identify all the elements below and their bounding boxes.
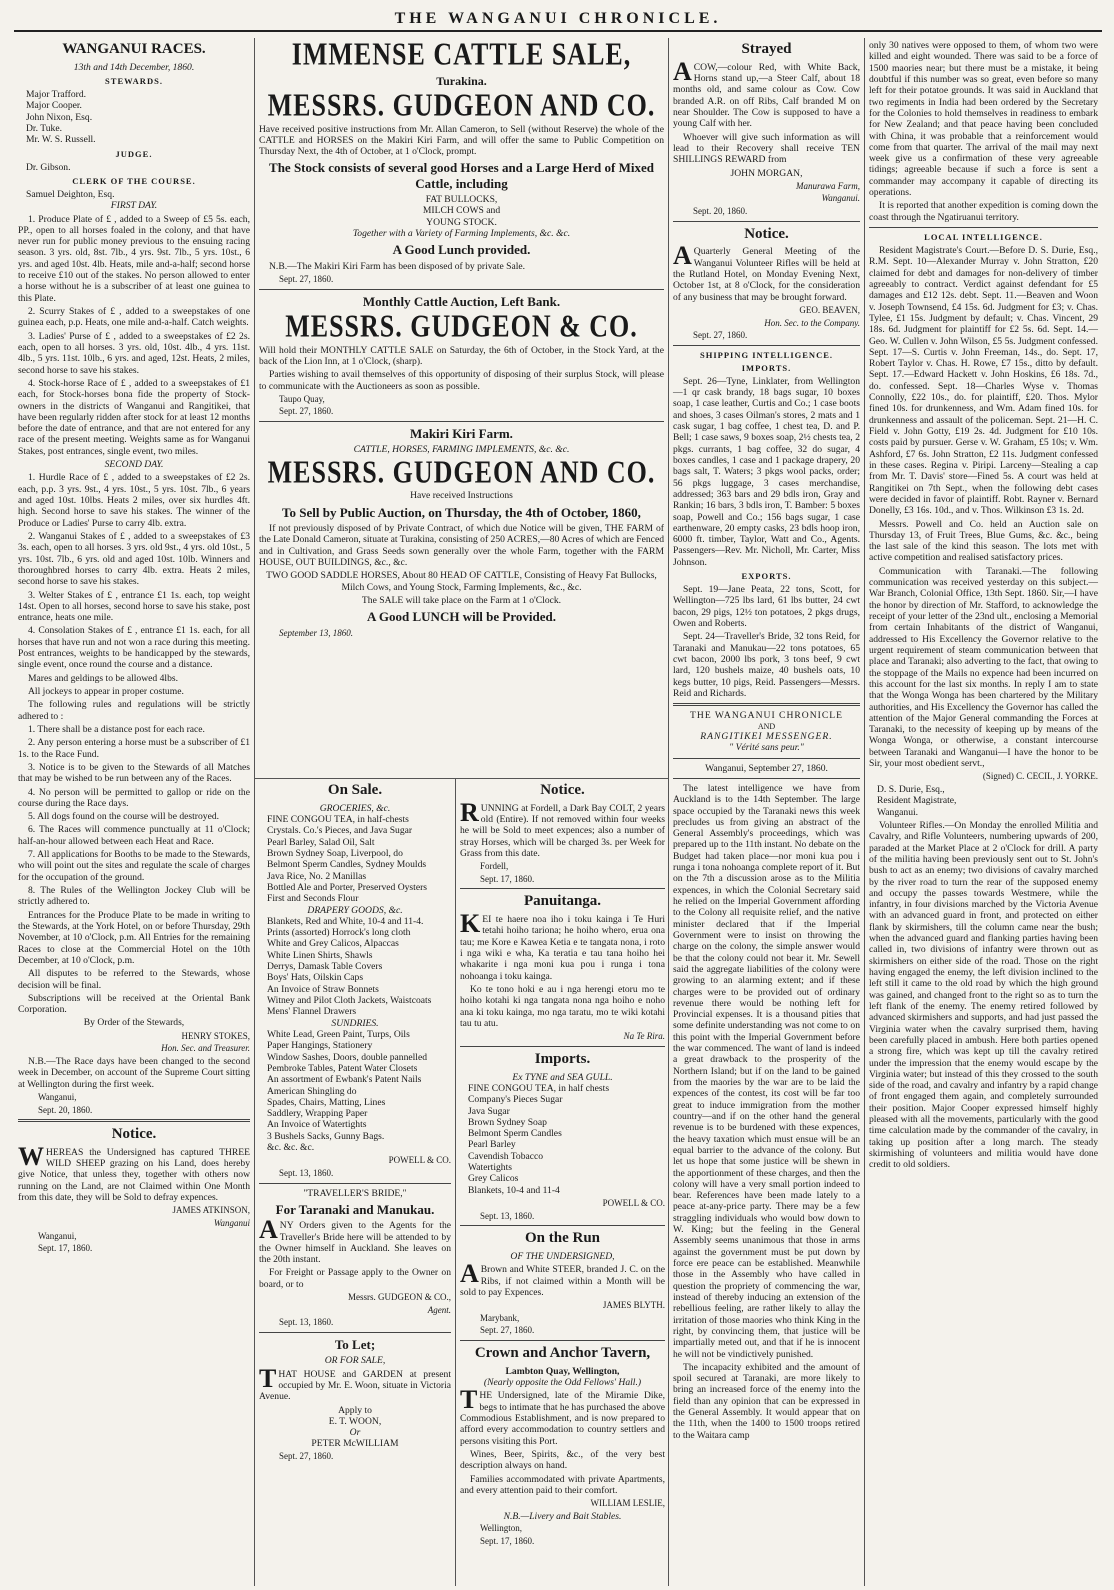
list-item: Java Rice, No. 2 Manillas	[267, 870, 367, 882]
exports-body: Sept. 24—Traveller's Bride, 32 tons Reid, for Taranaki and Manukau—22 tons potatoes, 65 cwt bacon, 2000 lbs pork, 3 tons beef, 9 cwt lard, 120 bushels maize, 40 bushels oats, 10 kegs butter, 10 pigs, Reid. Passengers—Messrs. Reid and Richards.	[673, 631, 860, 699]
run-body: ABrown and White STEER, branded J. C. on the Ribs, if not claimed within a Month will be sold to pay Expences.	[460, 1259, 665, 1298]
rule: 1. There shall be a distance post for each race.	[28, 723, 205, 735]
date: Sept. 20, 1860.	[693, 206, 748, 217]
cattle-sale-place: Turakina.	[436, 73, 487, 88]
taranaki-communication: Communication with Taranaki.—The following communication was received yesterday on this subject.—War Branch, Colonial Office, 13th Sept. 1860. Sir,—I have the honor by direction of Mr. Stafford, to acknowledge the receipt of your letter of the 23nd ult., enclosing a Memorial from certain Inhabitants of the district of Wanganui, addressed to His Excellency the Governor relative to the urgent requirement of steam communication between that place and Taranaki; also adverting to the fact, that owing to the stoppage of the Mails no expence had been incurred on this account for the last six months. In reply I am to state that the Wonga Wonga has been chartered by the Military authorities, and His Excellency the Governor has called the attention of the Major General commanding the Forces at Taranaki, to the necessity of keeping up by means of the Wonga Wonga, or otherwise, a constant intercourse between Taranaki and Wanganui—I have the honor to be Sir, your most obedient servt.,	[869, 565, 1098, 770]
by-order: By Order of the Stewards,	[83, 1017, 185, 1029]
notice-heading: Notice.	[111, 1126, 157, 1143]
list-item: Mens' Flannel Drawers	[267, 1006, 357, 1018]
lunch-heading: A Good LUNCH will be Provided.	[366, 609, 556, 625]
drapery-heading: DRAPERY GOODS, &c.	[307, 904, 403, 916]
rule: 2. Any person entering a horse must be a subscriber of £1 1s. to the Race Fund.	[18, 737, 250, 760]
list-item: Derrys, Damask Table Covers	[267, 961, 383, 973]
date: Sept. 17, 1860.	[480, 873, 535, 884]
list-item: An assortment of Ewbank's Patent Nails	[267, 1074, 422, 1086]
farm-body: If not previously disposed of by Private Contract, of which due Notice will be given, THE FARM of the Late Donald Cameron, situate at Turakina, consisting of 250 ACRES,—80 Acres of which are Fenced and in Cultivation, and Grass Seeds sown generally over the whole Farm, together with the FARM HOUSE, OUT BUILDINGS, &c., &c.	[259, 523, 664, 568]
stock-item: MILCH COWS and	[422, 205, 501, 217]
tavern-heading: Crown and Anchor Tavern,	[474, 1345, 651, 1361]
disputes-note: All disputes to be referred to the Stewards, whose decision will be final.	[18, 968, 250, 991]
list-item: First and Seconds Flour	[267, 893, 359, 905]
rule: 7. All applications for Booths to be made to the Stewards, who will point out the sites and regulate the scale of charges for the occupation of the ground.	[18, 849, 250, 883]
tavern-body-3: Families accommodated with private Apartments, and every attention paid to their comfort.	[460, 1473, 665, 1496]
stock-item: FAT BULLOCKS,	[425, 194, 498, 206]
shipping-heading: SHIPPING INTELLIGENCE.	[700, 349, 833, 360]
list-item: Bottled Ale and Porter, Preserved Oysters	[267, 881, 428, 893]
clerk-name: Samuel Deighton, Esq.	[26, 188, 115, 200]
masthead: THE WANGANUI CHRONICLE.	[14, 10, 1102, 32]
signature: E. T. WOON,	[328, 1415, 382, 1427]
addressee-place: Wanganui.	[877, 806, 919, 818]
signature-title: Agent.	[427, 1304, 451, 1315]
date: Sept. 27, 1860.	[279, 1450, 334, 1461]
second-day-heading: SECOND DAY.	[104, 459, 164, 471]
onsale-heading: On Sale.	[327, 782, 383, 798]
to-let-heading: To Let;	[334, 1336, 376, 1352]
date: Sept. 27, 1860.	[279, 273, 334, 284]
place: Wanganui,	[38, 1091, 77, 1102]
date: Sept. 13, 1860.	[279, 1167, 334, 1178]
place: Fordell,	[480, 861, 509, 872]
for-sale-heading: OR FOR SALE,	[324, 1355, 386, 1367]
jockeys-note: All jockeys to appear in proper costume.	[28, 686, 184, 698]
lunch-heading: A Good Lunch provided.	[392, 242, 531, 258]
notice-heading: Notice.	[540, 782, 585, 798]
date: Sept. 27, 1860.	[279, 406, 334, 417]
judge-name: Dr. Gibson.	[26, 161, 71, 173]
tavern-nb: N.B.—Livery and Bait Stables.	[503, 1510, 622, 1522]
imports-body: Sept. 26—Tyne, Linklater, from Wellington—1 qr cask brandy, 18 bags sugar, 10 boxes soap, 1 case leather, Curtis and Co.; 1 case boots and shoes, 3 cases Oilman's stores, 2 mats and 1 cask sugar, 1 bag coffee, 1 chest tea, D. and P. Bell; 1 case saws, 9 boxes soap, 2½ chests tea, 2 pkgs. currants, 1 bag coffee, 32 do sugar, 4 boxes candles, 1 case and 1 package drapery, 20 bags salt, T. Waters; 3 pkgs wool packs, order; 56 pkgs luggage, 3 cases merchandise, addressed; 363 bars and 29 bdls iron, Gray and Rankin; 16 bars, 3 bdls iron, T. Bamber: 5 boxes soap, Powell and Co.; 156 bags sugar, 1 case earthenware, 20 empty casks, 23 bdls hoop iron, 6000 ft. timber, Taylor, Watt and Co., Agents. Passengers—Rev. Mr. Nicholl, Mr. Carter, Miss Johnson.	[673, 375, 860, 568]
rule: 3. Notice is to be given to the Stewards of all Matches that may be wished to be run between any of the Races.	[18, 761, 250, 785]
groceries-heading: GROCERIES, &c.	[319, 802, 391, 814]
farm-stock: TWO GOOD SADDLE HORSES, About 80 HEAD OF CATTLE, Consisting of Heavy Fat Bullocks, Milch Cows, and Young Stock, Farming Implements, &c., &c.	[266, 570, 657, 593]
sundries-heading: SUNDRIES.	[331, 1017, 379, 1029]
place: Wellington,	[480, 1523, 523, 1534]
paper-title-2: RANGITIKEI MESSENGER.	[700, 730, 833, 742]
drapery-list	[259, 916, 451, 1018]
list-item: American Shingling do	[267, 1085, 357, 1097]
column-auctions	[254, 38, 668, 1586]
ship-name: "TRAVELLER'S BRIDE,"	[303, 1187, 407, 1199]
list-item: White and Grey Calicos, Alpaccas	[267, 938, 399, 950]
together-note: Together with a Variety of Farming Implements, &c. &c.	[352, 228, 571, 240]
steward: John Nixon, Esq.	[26, 111, 93, 123]
list-item: Watertights	[468, 1162, 512, 1174]
column-onsale	[255, 779, 455, 1586]
list-item: Pembroke Tables, Patent Water Closets	[267, 1062, 418, 1074]
instructions-note: Have received Instructions	[410, 490, 513, 502]
cattle-sale-body: Have received positive instructions from Mr. Allan Cameron, to Sell (without Reserve) the whole of the CATTLE and HORSES on the Makiri Kiri Farm, and will offer the same to Public Competition on Thursday Next, the 4th of October, at 1 o'Clock, prompt.	[259, 123, 664, 158]
signature-place: Manurawa Farm,	[795, 180, 860, 191]
date: September 13, 1860.	[279, 627, 353, 638]
run-subheading: OF THE UNDERSIGNED,	[510, 1250, 615, 1262]
stewards-heading: STEWARDS.	[105, 76, 163, 86]
strayed-heading: Strayed	[741, 41, 792, 57]
signature: Messrs. GUDGEON & CO.,	[348, 1292, 451, 1303]
place: Marybank,	[480, 1312, 520, 1323]
date: Sept. 13, 1860.	[480, 1210, 535, 1221]
rule: 8. The Rules of the Wellington Jockey Club will be strictly adhered to.	[18, 885, 250, 908]
signature: JAMES ATKINSON,	[172, 1205, 250, 1216]
exports-body: Sept. 19—Jane Peata, 22 tons, Scott, for Wellington—725 lbs lard, 61 lbs butter, 24 cwt bacon, 29 pigs, 12½ ton potatoes, 2 pkgs drugs, Owen and Roberts.	[673, 584, 860, 630]
volunteer-report: Volunteer Rifles.—On Monday the enrolled Militia and Cavalry, and Rifle Volunteers, numbering upwards of 200, paraded at the Market Place at 2 o'Clock for drill. A party of the militia having been previously sent out to St. John's bush to act as an enemy; two divisions of cavalry marched by the river road to turn the rear of the supposed enemy and occupy the passes towards Westmere, while the infantry, in four divisions marched by the Victoria Avenue with an advanced guard in front, and protected on either flank by skirmishers, till the column came near the bush; when the advanced guard and flanking parties having been called in, two divisions of infantry were thrown out as skirmishers on either side of the road. Those on the right having engaged the enemy, the left division inclined to the left still it came to the old road by which the high ground was gained, and changed front to the right so as to turn the left flank of the enemy. The enemy retired followed by advanced skirmishers and supports, and had just passed the Virginia water when the cavalry surprised them, having been carefully placed in ambush. Here both parties opened a strong fire, which was kept up till the cavalry retired under the impression that the enemy would escape by the Virginia water; but instead of this they crossed to the south side of the road, and cavalry and infantry by a rapid change of front engaged them again, and completely surrounded their position. Major Cooper expressed himself highly pleased with all the movements, particularly with the good time calculation made by the commander of the cavalry, in taking up position after a long march. The steady skirmishing of volunteers and militia would have done credit to old soldiers.	[869, 819, 1098, 1171]
monthly-auction-title: Monthly Cattle Auction, Left Bank.	[362, 293, 561, 309]
races-dates: 13th and 14th December, 1860.	[73, 61, 195, 73]
farm-subtitle: CATTLE, HORSES, FARMING IMPLEMENTS, &c. &c.	[353, 444, 570, 456]
paper-date: Wanganui, September 27, 1860.	[705, 762, 828, 774]
race-entry: 4. Consolation Stakes of £ , entrance £1 1s. each, for all horses that have run and not won a race during this meeting. Post entrances, weights to be handicapped by the stewards, single event, once round the course and a distance.	[18, 625, 250, 671]
list-item: Belmont Sperm Candles, Sydney Moulds	[267, 859, 427, 871]
tavern-body: THE Undersigned, late of the Miramie Dike, begs to intimate that he has purchased the above Commodious Establishment, and is now prepared to afford every accommodation to country settlers and persons visiting this Port.	[460, 1385, 665, 1447]
stewards-list	[18, 89, 250, 146]
list-item: Boys' Hats, Oilskin Caps	[267, 972, 364, 984]
monthly-auction-body: Will hold their MONTHLY CATTLE SALE on Saturday, the 6th of October, in the Stock Yard, at the back of the Lion Inn, at 1 o'Clock, (sharp).	[259, 344, 664, 367]
signature-title: Hon. Sec. to the Company.	[764, 317, 860, 328]
list-item: White Lead, Green Paint, Turps, Oils	[267, 1028, 410, 1040]
sale-note: The SALE will take place on the Farm at 1 o'Clock.	[361, 594, 562, 606]
list-item: Company's Pieces Sugar	[468, 1094, 563, 1106]
judge-heading: JUDGE.	[115, 148, 153, 159]
date: Sept. 27, 1860.	[693, 330, 748, 341]
steward: Major Cooper.	[26, 100, 82, 112]
strayed-reward: Whoever will give such information as will lead to their Recovery shall receive TEN SHILLINGS REWARD from	[673, 131, 860, 166]
nb-note: N.B.—The Race days have been changed to the second week in December, on account of the Supreme Court sitting at Wellington during the first week.	[18, 1056, 250, 1090]
list-item: An Invoice of Straw Bonnets	[267, 983, 379, 995]
exports-heading: EXPORTS.	[741, 571, 792, 582]
column-races	[14, 38, 254, 1586]
editorial: The latest intelligence we have from Auckland is to the 14th September. The large space occupied by the Taranaki news this week precludes us from giving an abstract of the General Assembly's proceedings, which was prepared up to the 11th instant. No debate on the Budget had taken place—nor moni kua pou i runga i tona nohoanga complete report of it. But on the 7th a discussion arose as to the Militia expences, in which the Colonial Secretary said he relied on the Imperial Government affording to the Colony all requisite relief, and the native minister declared that if the Imperial Government were to insist on throwing the charge on the colony, the simple answer would be that the colony could not bear it. Mr. Sewell said the aggregate liabilities of the colony were growing to an alarming extent; and if these charges were to be provided out of ordinary revenue there would be nothing left for Provincial expenses. It is a thousand pities that some definite understanding was not come to on this point with the Imperial Government before the war commenced. The want of land is indeed a great drawback to the prosperity of the Northern Island; but if on the land to be gained from the maories by the war are to be laid the expences of the contest, its cost will be far too great to induce immigration from the mother country—and if on the other hand the general revenue is to be burdened with these expences, the heavy taxation which must ensue will be an equal barrier to the advance of the colony. But let us hope that some justice will be shewn in the apportionment of these charges, and then the colony will have a very small portion indeed to bear. References have been made lately to a peace at-any-price party. There may be a few straggling individuals who would bow down to W. King; but the feeling in the General Assembly seems unanimous that those in arms against the government must be put down by force ere peace can be established. Meanwhile those in the Assembly who have called in question the propriety of commencing the war, instead of thereby inducing an extension of the rebellious feeling, are rather likely to allay the irritation of those maories who think King in the right, by convincing them, that justice will be impartially meted out, and that if he is innocent he will not be vindictively punished.	[673, 782, 860, 1360]
auction-block	[259, 38, 664, 772]
signature: JOHN MORGAN,	[730, 167, 803, 179]
place: Wanganui,	[38, 1230, 77, 1241]
paper-motto: " Vérité sans peur."	[729, 742, 804, 754]
race-entry: 2. Scurry Stakes of £ , added to a sweepstakes of one guinea each, p.p. Heats, one mile and-a-half. Catch weights.	[18, 306, 250, 329]
strayed-body: ACOW,—colour Red, with White Back, Horns stand up,—a Steer Calf, about 18 months old, and same colour as Cow. Cow branded A.R. on off Ribs, Calf branded M on near Shoulder. The Cow is supposed to have a young Calf with her.	[673, 56, 860, 130]
notice-body: RUNNING at Fordell, a Dark Bay COLT, 2 years old (Entire). If not removed within four weeks he will be Sold to meet expences; also a number of stray Horses, which will be charged 3s. per Week for Grass from this date.	[460, 797, 665, 859]
list-item: Blankets, Red and White, 10-4 and 11-4.	[267, 915, 424, 927]
list-item: Saddlery, Wrapping Paper	[267, 1108, 368, 1120]
or-note: Or	[349, 1427, 361, 1439]
columns	[14, 38, 1102, 1586]
signature: POWELL & CO.	[388, 1155, 451, 1166]
date: Sept. 13, 1860.	[279, 1317, 334, 1328]
list-item: Prints (assorted) Horrock's long cloth	[267, 927, 411, 939]
rule: 4. No person will be permitted to gallop or ride on the course during the Race days.	[18, 786, 250, 809]
firm-name: MESSRS. GUDGEON AND CO.	[267, 454, 656, 490]
run-heading: On the Run	[524, 1230, 601, 1247]
races-title: WANGANUI RACES.	[62, 41, 206, 57]
signature: POWELL & CO.	[602, 1198, 665, 1209]
rules-intro: The following rules and regulations will be strictly adhered to :	[18, 699, 250, 722]
farm-title: Makiri Kiri Farm.	[410, 426, 513, 442]
rule: 5. All dogs found on the course will be destroyed.	[28, 811, 220, 823]
list-item: FINE CONGOU TEA, in half-chests	[267, 814, 409, 825]
list-item: Pearl Barley	[468, 1139, 516, 1151]
list-item: Spades, Chairs, Matting, Lines	[267, 1096, 386, 1108]
date: Sept. 27, 1860.	[480, 1325, 535, 1336]
panuitanga-body-2: Ko te tono hoki e au i nga herengi etoru mo te hoiho kotahi ki nga tangata nona nga hoiho e noho ana ki toku kainga, mo nga taratu, mo te wiki kotahi tau tu atu.	[460, 984, 665, 1029]
steward: Dr. Tuke.	[26, 122, 62, 134]
paper-title-and: AND	[757, 721, 776, 731]
nb-note: N.B.—The Makiri Kiri Farm has been disposed of by private Sale.	[269, 260, 526, 272]
signature: (Signed) C. CECIL, J. YORKE.	[982, 771, 1098, 782]
list-item: Blankets, 10-4 and 11-4	[468, 1184, 560, 1196]
clerk-heading: CLERK OF THE COURSE.	[72, 175, 196, 186]
imports-subheading: Ex TYNE and SEA GULL.	[512, 1071, 613, 1083]
signature: JAMES BLYTH.	[602, 1300, 665, 1311]
mares-note: Mares and geldings to be allowed 4lbs.	[28, 672, 179, 684]
sundries-list	[259, 1029, 451, 1153]
first-day-heading: FIRST DAY.	[110, 200, 158, 212]
auction-report: Messrs. Powell and Co. held an Auction sale on Thursday 13, of Fruit Trees, Blue Gums, &c. &c., being the last sale of the kind this season. The lots met with active competition and realised satisfactory prices.	[869, 518, 1098, 564]
auction-heading: To Sell by Public Auction, on Thursday, the 4th of October, 1860,	[282, 504, 641, 520]
editorial-expedition: It is reported that another expedition is coming down the coast through the Ngatiruanui territory.	[869, 200, 1098, 223]
court-report: Resident Magistrate's Court.—Before D. S. Durie, Esq., R.M. Sept. 10—Alexander Murray v. John Stratton, £20 claimed for debt and damages for non-delivery of timber agreeably to contract. Verdict against defendant for £5 damages and £12 12s. debt. Sept. 11.—Beaven and Woon v. Joseph Townsend, £4 15s. 6d. Judgment for £3; v. Chas. Tylee, £1 15s. Judgment by default; v. Chas. Vincent, 29 18s. 6d. Judgment for plaintiff for £2 5s. 6d. Sept. 14.—Geo. W. Cullen v. John Wilson, £5 5s. Judgment confessed. Sept. 17—S. Curtis v. John Freeman, 14s., do. Sept. 17, Robert Taylor v. Chas. H. Rowe, £7 15s., ditto by default. Sept. 17.—Edward Hackett v. John Hoskins, £6 18s. 7d., do. confessed. Sept. 18—Charles Wyse v. Thomas Connolly, £22 10s., do. for plaintiff, £20. Thos. Mylor fined 10s. for drunkenness, and Wm. Adam fined 10s. for drunkenness and assault of the policeman. Sept. 21—H. C. Field v. John Gotty, £19 2s. 4d. Judgment for £10 10s. costs paid by pursuer. Gerse v. W. Graham, £5 10s; v. Wm. Ashford, £7 6s. John Stratton, £2 11s. Judgment confessed in these cases. Regina v. Piripi. Larceny—Stealing a cap from Mr. T. Davis' store—Fined 5s. A court was held at Rangitikei on 7th Sept., when the following debt cases were decided in favor of plaintiff. Robt. Rayner v. Bernard Donelly, £3 16s. 10d., and v. Thos. Wilkinson £3 1s. 2d.	[869, 245, 1098, 517]
firm-name: MESSRS. GUDGEON AND CO.	[267, 87, 656, 123]
date: Sept. 17, 1860.	[480, 1535, 535, 1546]
list-item: Cavendish Tobacco	[468, 1150, 544, 1162]
place: Taupo Quay,	[279, 393, 325, 404]
imports-heading: IMPORTS.	[741, 362, 792, 373]
race-entry: 3. Welter Stakes of £ , entrance £1 1s. each, top weight 14st. Open to all horses, second horse to save his stake, post entrance, heats one mile.	[18, 589, 250, 624]
tavern-location: Lambton Quay, Wellington,	[505, 1365, 620, 1377]
lower-ads	[255, 778, 668, 1586]
monthly-auction-note: Parties wishing to avail themselves of this opportunity of disposing of their surplus Stock, will please to communicate with the Auctioneers as soon as possible.	[259, 369, 664, 392]
list-item: Window Sashes, Doors, double pannelled	[267, 1051, 428, 1063]
list-item: Crystals. Co.'s Pieces, and Java Sugar	[267, 825, 413, 837]
tavern-body-2: Wines, Beer, Spirits, &c., of the very best description always on hand.	[460, 1448, 665, 1472]
column-local	[864, 38, 1102, 1586]
entrances-note: Entrances for the Produce Plate to be made in writing to the Stewards, at the York Hotel, on or before Thursday, 29th November, at 10 o'Clock, p.m. All Entries for the remaining Races to close at the Commercial Hotel on the 10th December, at 10 o'Clock, p.m.	[18, 909, 250, 966]
steward: Major Trafford.	[26, 89, 87, 101]
to-let-body: THAT HOUSE and GARDEN at present occupied by Mr. E. Woon, situate in Victoria Avenue.	[259, 1363, 451, 1403]
race-entry: 2. Wanganui Stakes of £ , added to a sweepstakes of £3 3s. each, open to all horses. 3 yrs. old 9st., 4 yrs. old 10st., 5 yrs. 10st. 7lb., 6 yrs. old and aged 10st. 10lb. Winners and thoroughbred horses to carry 4lb. extra. Heats 2 miles, second horse to save his stakes.	[18, 530, 250, 588]
editorial: The incapacity exhibited and the amount of spoil secured at Taranaki, are more likely to bring an increased force of the enemy into the field than any opinion that can be expressed in the General Assembly. It would appear that on the 11th, when the 1400 to 1500 troops retired to the Waitara camp	[673, 1361, 860, 1441]
list-item: 3 Bushels Sacks, Gunny Bags.	[267, 1130, 385, 1142]
list-item: Brown Sydney Soap, Liverpool, do	[267, 847, 403, 859]
signature: HENRY STOKES,	[181, 1030, 250, 1041]
panuitanga-body: KEI te haere noa iho i toku kainga i Te Huri tetahi hoiho tariona; he hoiho whero, erua ona tau; me Kore e Kawea Ketia e te tangata nona, i roto i nga wiki e wha, Ka teratia e tau tana hoiho hei whakarite i nga moni kua pou i runga i tona nohoanga i toku kainga.	[460, 909, 665, 982]
tavern-location-note: (Nearly opposite the Odd Fellows' Hall.)	[483, 1377, 642, 1388]
stock-item: YOUNG STOCK.	[426, 216, 497, 228]
cattle-sale-title: IMMENSE CATTLE SALE,	[291, 38, 632, 72]
signature: PETER McWILLIAM	[311, 1438, 399, 1450]
local-heading: LOCAL INTELLIGENCE.	[924, 232, 1043, 242]
editorial-continued: only 30 natives were opposed to them, of whom two were killed and eight wounded. There was said to be a force of 1500 maories near; but there must be a mistake, it being doubtful if this number was so great, even before so many left for their potatoe grounds. It was said in Auckland that two regiments in India had been ordered by the Secretary for the Colonies to hold themselves in readiness to embark for New Zealand; and that peace having been concluded with China, it was probable that a reinforcement would come from that quarter. The arrival of the mail may next week give us a confirmation of these very agreeable tidings; agreeable because if such a force is sent a commander may accompany it capable of directing its operations.	[869, 40, 1098, 199]
date: Sept. 17, 1860.	[38, 1243, 93, 1254]
addressee-title: Resident Magistrate,	[877, 795, 957, 807]
imports-list	[460, 1083, 665, 1196]
list-item: Brown Sydney Soap	[468, 1116, 547, 1128]
list-item: Witney and Pilot Cloth Jackets, Waistcoats	[267, 995, 432, 1006]
race-entry: 3. Ladies' Purse of £ , added to a sweepstakes of £2 2s. each, open to all horses. 3 yrs. old, 10st. 4lb., 4 yrs. 11st. 4lb., 5 yrs. 11st. 10lb., 6 yrs. and aged, 12st. Heats, 2 miles, second horse to save his stakes.	[18, 330, 250, 376]
list-item: Belmont Sperm Candles	[468, 1128, 562, 1140]
paper-title: THE WANGANUI CHRONICLE	[690, 710, 843, 722]
addressee: D. S. Durie, Esq.,	[877, 784, 945, 795]
steward: Mr. W. S. Russell.	[26, 134, 96, 146]
list-item: Java Sugar	[468, 1105, 510, 1117]
date: Sept. 20, 1860.	[38, 1104, 93, 1115]
list-item: Pearl Barley, Salad Oil, Salt	[267, 836, 375, 848]
list-item: Paper Hangings, Stationery	[267, 1040, 373, 1052]
notice-heading: Notice.	[744, 225, 789, 242]
signature-place: Wanganui.	[821, 193, 860, 204]
ship-notice: ANY Orders given to the Agents for the Traveller's Bride here will be attended to by the Owner himself in Auckland. She leaves on the 20th instant.	[259, 1215, 451, 1266]
apply-note: Apply to	[338, 1404, 372, 1416]
signature: GEO. BEAVEN,	[799, 304, 860, 315]
panuitanga-heading: Panuitanga.	[523, 893, 602, 910]
race-entry: 1. Hurdle Race of £ , added to a sweepstakes of £2 2s. each, p.p. 3 yrs. 9st., 4 yrs. 10st., 5 yrs. 10st. 7lb., 6 years and aged 10st. 10lbs. Heats 2 miles, over six hurdles 4ft. high. Second horse to save his stakes. The winner of the Produce or Ladies' Purse to carry 4lb. extra.	[18, 472, 250, 529]
list-item: White Linen Shirts, Shawls	[267, 949, 373, 961]
list-item: Grey Calicos	[468, 1173, 519, 1185]
ship-destination: For Taranaki and Manukau.	[275, 1201, 435, 1217]
imports-heading: Imports.	[534, 1050, 591, 1067]
column-shipping	[668, 38, 864, 1586]
freight-note: For Freight or Passage apply to the Owner on board, or to	[259, 1267, 451, 1290]
list-item: &c. &c. &c.	[267, 1142, 315, 1154]
signature-place: Wanganui	[213, 1218, 250, 1229]
signature: WILLIAM LESLIE,	[590, 1498, 665, 1509]
column-notices	[455, 779, 668, 1586]
notice-body: WHEREAS the Undersigned has captured THREE WILD SHEEP grazing on his Land, does hereby give Notice, that unless they, together with others now running on the Land, are not Claimed within One Month from this date, they will be Sold to defray expences.	[18, 1141, 250, 1204]
subscriptions-note: Subscriptions will be received at the Oriental Bank Corporation.	[18, 992, 250, 1016]
notice-body: AQuarterly General Meeting of the Wanganui Volunteer Rifles will be held at the Rutland Hotel, on Monday Evening Next, October 1st, at 8 o'Clock, for the consideration of any business that may be brought forward.	[673, 241, 860, 303]
signature: Na Te Rira.	[623, 1031, 665, 1042]
list-item: An Invoice of Watertights	[267, 1119, 367, 1131]
stock-heading: The Stock consists of several good Horses and a Large Herd of Mixed Cattle, including	[269, 160, 654, 191]
list-item: FINE CONGOU TEA, in half chests	[468, 1082, 610, 1094]
rule: 6. The Races will commence punctually at 11 o'Clock; half-an-hour allowed between each Heat and Race.	[18, 824, 250, 847]
race-entry: 4. Stock-horse Race of £ , added to a sweepstakes of £1 each, for Stock-horses bona fide the property of Stock-owners in the districts of Wanganui and Rangitikei, that have been regularly ridden after stock for at least 12 months before the date of entrance, and that are not entered for any race of the present meeting. Weights same as for Wanganui Stakes, post entrances, single event, two miles.	[18, 377, 250, 457]
firm-name: MESSRS. GUDGEON & CO.	[285, 308, 638, 344]
signature-title: Hon. Sec. and Treasurer.	[161, 1043, 250, 1054]
race-entry: 1. Produce Plate of £ , added to a Sweep of £5 5s. each, PP., open to all horses foaled in the colony, and that have never run for public money previous to the ensuing racing season. 3 yrs. old, 8st. 7lb., 4 yrs. 9st. 7lb., 5 yrs. 10st., 6 yrs. and aged 10st. 4lb. Heats, mile and-a-half; second horse to receive £10 out of the stakes. No person allowed to enter a horse without he is a subscriber of at least one guinea to this Plate.	[18, 213, 250, 304]
groceries-list	[259, 814, 451, 905]
